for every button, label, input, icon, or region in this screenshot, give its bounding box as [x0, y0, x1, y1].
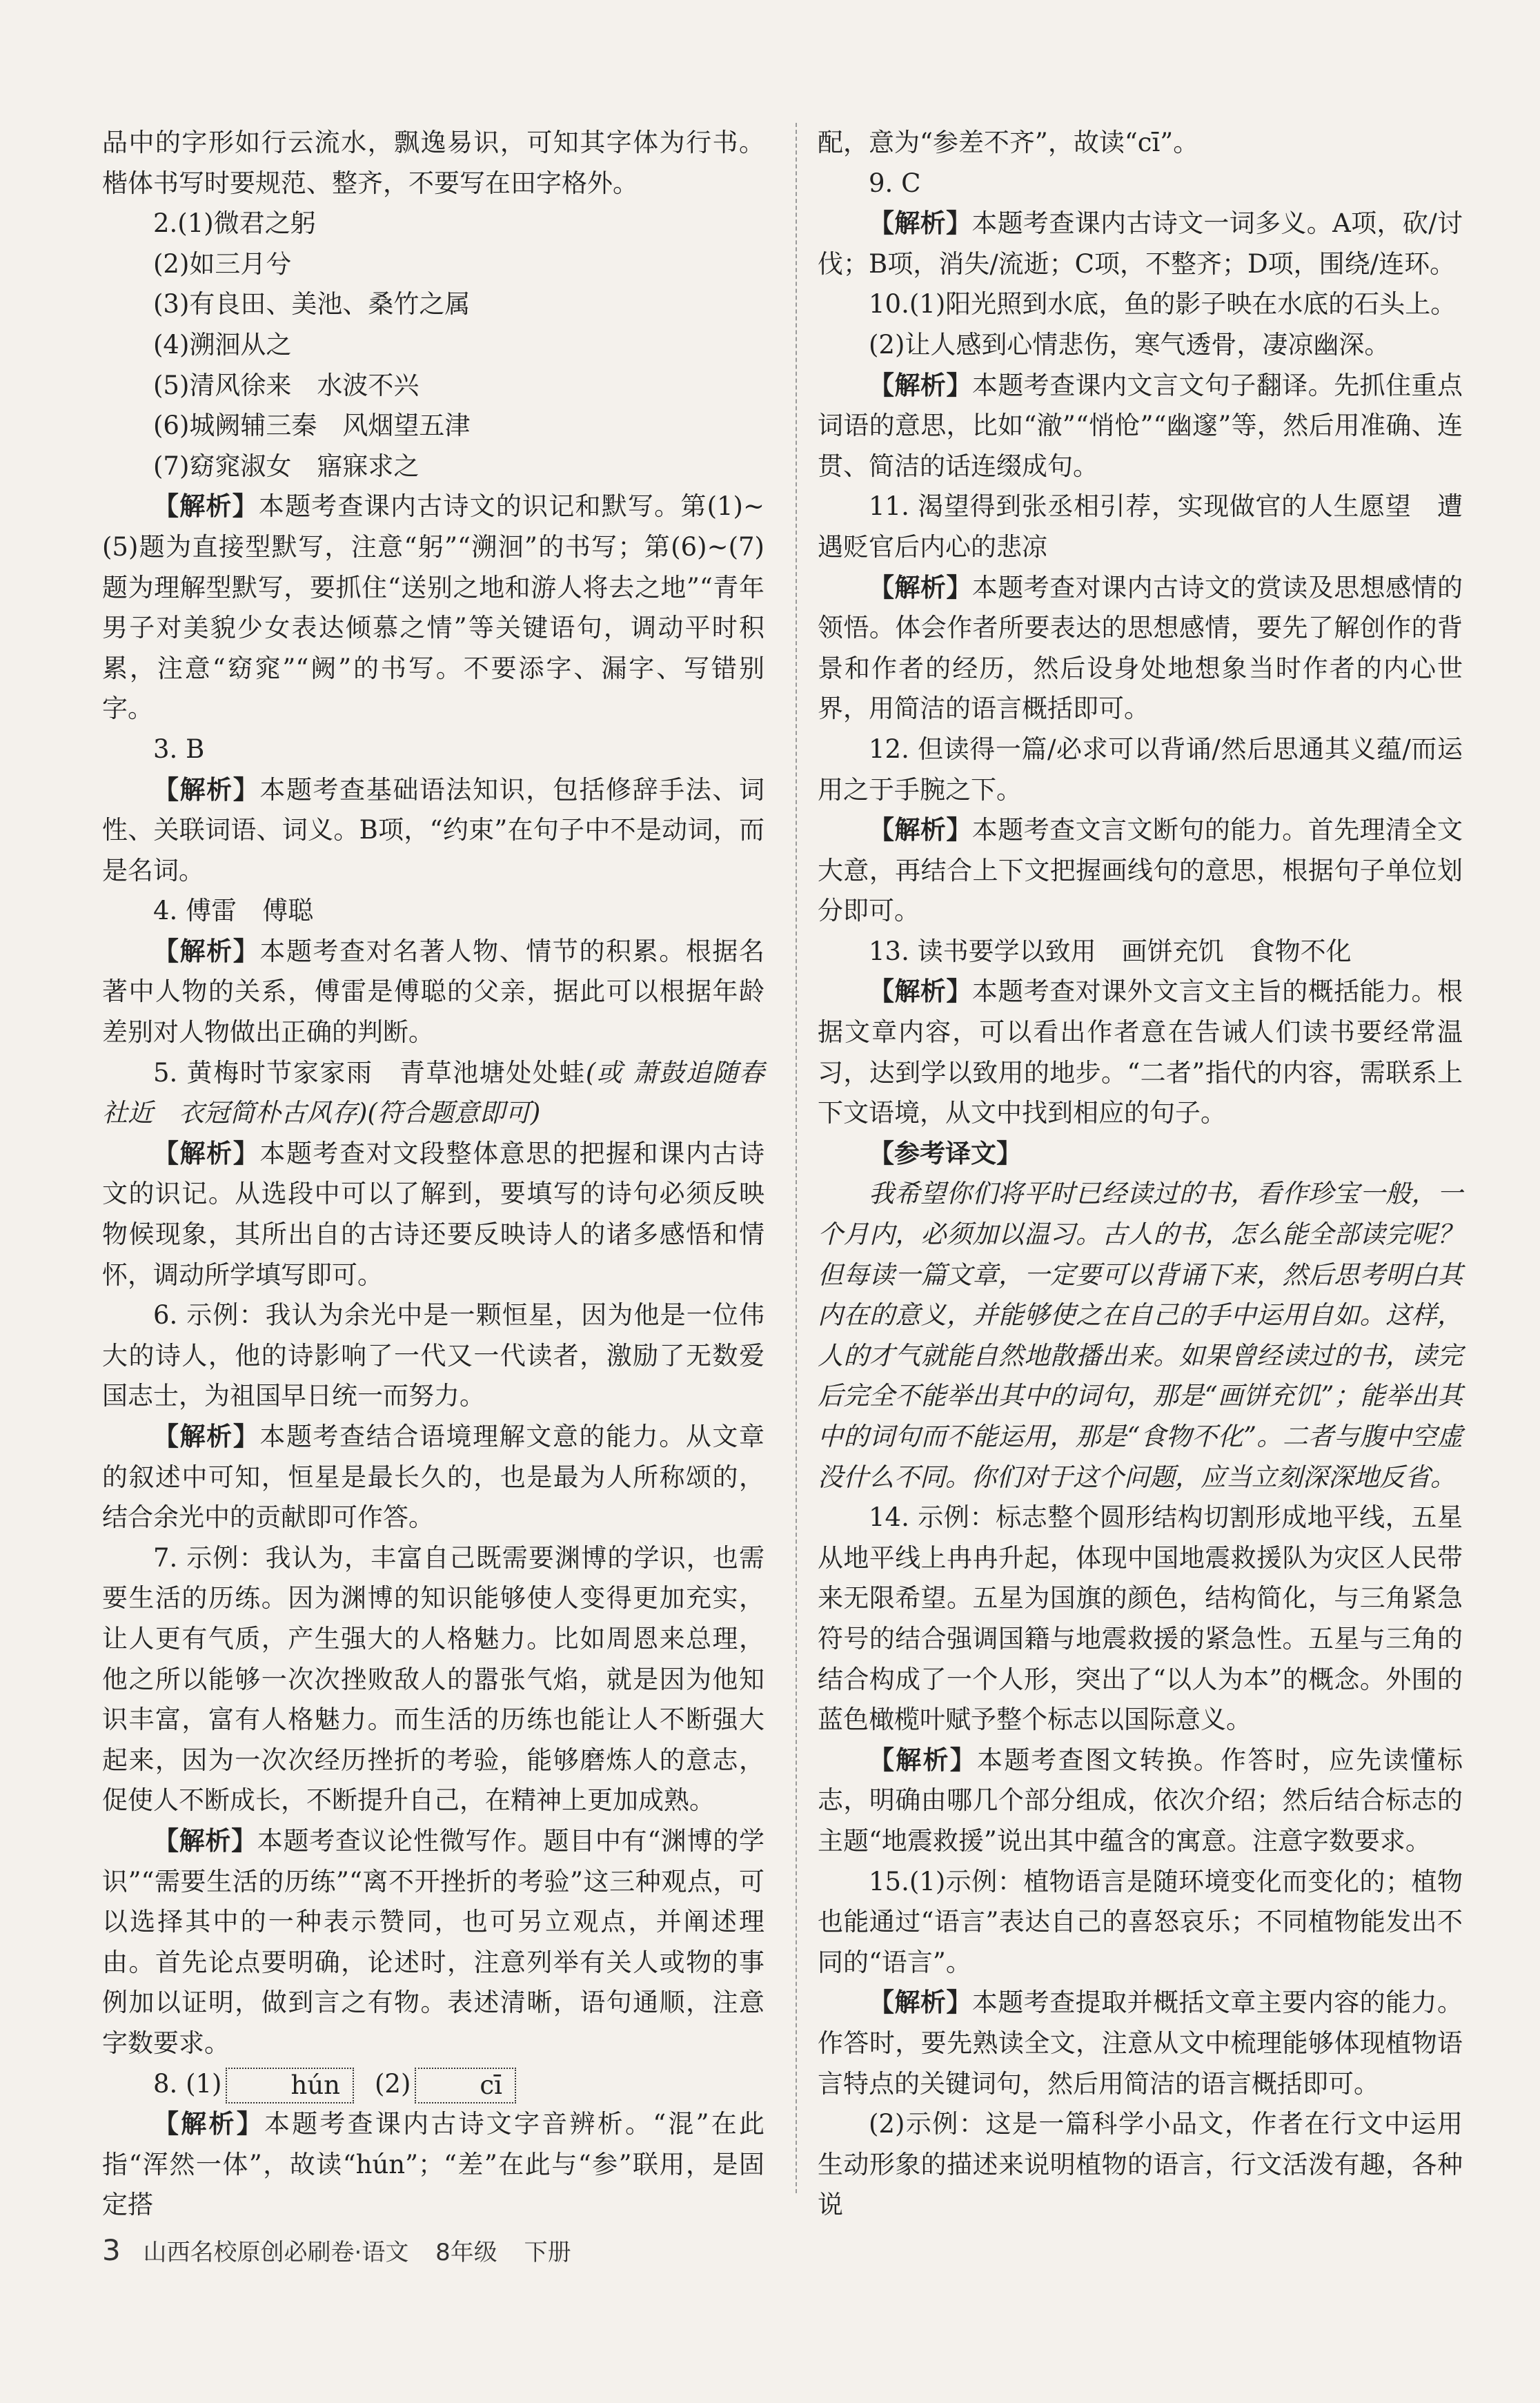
answer-paragraph: [818, 284, 1463, 325]
answer-paragraph: [102, 1295, 764, 1417]
answer-analysis: [818, 1740, 1463, 1862]
analysis-tag: 【解析】: [869, 815, 972, 845]
paragraph-text: 本题考查图文转换。作答时，应先读懂标志，明确由哪几个部分组成，依次介绍；然后结合标志的主题“地震救援”说出其中蕴含的寓意。注意字数要求。: [818, 1745, 1463, 1856]
paragraph-text: 本题考查课内文言文句子翻译。先抓住重点词语的意思，比如“澈”“悄怆”“幽邃”等，然后用准确、连贯、简洁的话连缀成句。: [818, 370, 1463, 481]
answer-paragraph: [102, 891, 764, 932]
answer-paragraph: [102, 284, 764, 325]
book-title: 山西名校原创必刷卷·语文: [143, 2239, 409, 2266]
paragraph-text: 13. 读书要学以致用 画饼充饥 食物不化: [869, 936, 1352, 966]
answer-paragraph: [818, 1174, 1463, 1498]
analysis-tag: 【解析】: [153, 2109, 264, 2139]
answer-paragraph: [818, 1498, 1463, 1740]
paragraph-text: 10.(1)阳光照到水底，鱼的影子映在水底的石头上。: [869, 289, 1457, 320]
answer-paragraph: [102, 325, 764, 366]
column-divider: [796, 123, 797, 2193]
analysis-tag: 【解析】: [153, 1138, 260, 1168]
pinyin-box-2: cī: [415, 2068, 516, 2103]
paragraph-text: 7. 示例：我认为，丰富自己既需要渊博的学识，也需要生活的历练。因为渊博的知识能够使人变得更加充实，让人更有气质，产生强大的人格魅力。比如周恩来总理，他之所以能够一次次挫败敌人的嚣张气焰，就是因为他知识丰富，富有人格魅力。而生活的历练也能让人不断强大起来，因为一次次经历挫折的考验，能够磨炼人的意志，促使人不断成长，不断提升自己，在精神上更加成熟。: [102, 1542, 764, 1816]
paragraph-text: 配，意为“参差不齐”，故读“cī”。: [818, 128, 1199, 157]
analysis-tag: 【解析】: [869, 370, 972, 400]
q8-label-2: (2): [374, 2068, 411, 2099]
right-column: [818, 123, 1463, 2226]
answer-paragraph: [102, 729, 764, 770]
answer-paragraph: [102, 123, 764, 204]
paragraph-text: 本题考查对课内古诗文的赏读及思想感情的领悟。体会作者所要表达的思想感情，要先了解创作的背景和作者的经历，然后设身处地想象当时作者的内心世界，用简洁的语言概括即可。: [818, 572, 1463, 724]
answer-analysis: [818, 204, 1463, 284]
paragraph-text: (2)让人感到心情悲伤，寒气透骨，凄凉幽深。: [869, 329, 1390, 360]
paragraph-text: 6. 示例：我认为余光中是一颗恒星，因为他是一位伟大的诗人，他的诗影响了一代又一代读者，激励了无数爱国志士，为祖国早日统一而努力。: [102, 1300, 764, 1411]
analysis-tag: 【解析】: [869, 572, 972, 602]
paragraph-text: 11. 渴望得到张丞相引荐，实现做官的人生愿望 遭遇贬官后内心的悲凉: [818, 491, 1463, 562]
paragraph-text: 本题考查对文段整体意思的把握和课内古诗文的识记。从选段中可以了解到，要填写的诗句必须反映物候现象，其所出自的古诗还要反映诗人的诸多感悟和情怀，调动所学填写即可。: [102, 1138, 765, 1290]
paragraph-text: 2.(1)微君之躬: [153, 208, 316, 239]
grade-label: 8年级: [435, 2239, 497, 2266]
analysis-tag: 【解析】: [153, 774, 260, 805]
answer-analysis: [818, 1134, 1463, 1175]
paragraph-text: (6)城阙辅三秦 风烟望五津: [153, 411, 471, 441]
answer-paragraph: [818, 325, 1463, 366]
paragraph-text: 12. 但读得一篇/必求可以背诵/然后思通其义蕴/而运用之于手腕之下。: [818, 734, 1463, 805]
answer-analysis: [102, 487, 764, 729]
paragraph-text: (2)示例：这是一篇科学小品文，作者在行文中运用生动形象的描述来说明植物的语言，行文活泼有趣，各种说: [818, 2109, 1463, 2220]
paragraph-text: 本题考查对名著人物、情节的积累。根据名著中人物的关系，傅雷是傅聪的父亲，据此可以根据年龄差别对人物做出正确的判断。: [102, 936, 765, 1048]
paragraph-text: 14. 示例：标志整个圆形结构切割形成地平线，五星从地平线上冉冉升起，体现中国地震救援队为灾区人民带来无限希望。五星为国旗的颜色，结构简化，与三角紧急符号的结合强调国籍与地震救援的紧急性。五星与三角的结合构成了一个人形，突出了“以人为本”的概念。外围的蓝色橄榄叶赋予整个标志以国际意义。: [818, 1502, 1463, 1735]
answer-paragraph: [818, 932, 1463, 972]
paragraph-text: 品中的字形如行云流水，飘逸易识，可知其字体为行书。楷体书写时要规范、整齐，不要写在田字格外。: [102, 128, 764, 198]
paragraph-text: 9. C: [869, 168, 921, 198]
analysis-tag: 【解析】: [153, 1825, 257, 1856]
paragraph-text: 本题考查对课外文言文主旨的概括能力。根据文章内容，可以看出作者意在告诫人们读书要经常温习，达到学以致用的地步。“二者”指代的内容，需联系上下文语境，从文中找到相应的句子。: [818, 977, 1463, 1128]
answer-analysis: [102, 1417, 764, 1538]
answer-analysis: [818, 568, 1463, 729]
paragraph-text: 本题考查提取并概括文章主要内容的能力。作答时，要先熟读全文，注意从文中梳理能够体现植物语言特点的关键词句，然后用简洁的语言概括即可。: [818, 1988, 1463, 2099]
answer-paragraph: [818, 729, 1463, 810]
answer-paragraph: [818, 487, 1463, 567]
question-8-answer: [102, 2064, 764, 2105]
paragraph-text: (4)溯洄从之: [153, 329, 292, 360]
analysis-tag: 【解析】: [869, 1745, 977, 1775]
answer-paragraph: [102, 1538, 764, 1821]
term-label: 下册: [524, 2239, 571, 2266]
answer-paragraph: [818, 164, 1463, 204]
analysis-tag: 【解析】: [153, 1422, 260, 1451]
answer-analysis: [818, 366, 1463, 487]
answer-paragraph: [818, 123, 1463, 164]
paragraph-text: 15.(1)示例：植物语言是随环境变化而变化的；植物也能通过“语言”表达自己的喜怒哀乐；不同植物能发出不同的“语言”。: [818, 1866, 1463, 1977]
analysis-tag: 【解析】: [869, 208, 972, 239]
paragraph-text: 3. B: [153, 734, 205, 764]
page-number: 3: [102, 2233, 121, 2267]
analysis-tag: 【解析】: [153, 491, 259, 522]
paragraph-text: (2)如三月兮: [153, 248, 292, 279]
answer-paragraph: [818, 2104, 1463, 2226]
answer-analysis: [102, 1134, 764, 1295]
paragraph-text: (7)窈窕淑女 寤寐求之: [153, 451, 419, 481]
answer-paragraph: [818, 1862, 1463, 1983]
paragraph-text: 本题考查课内古诗文一词多义。A项，砍/讨伐；B项，消失/流逝；C项，不整齐；D项，围绕/连环。: [818, 208, 1463, 279]
paragraph-text: 本题考查课内古诗文的识记和默写。第(1)~(5)题为直接型默写，注意“躬”“溯洄”的书写；第(6)~(7)题为理解型默写，要抓住“送别之地和游人将去之地”“青年男子对美貌少女表达倾慕之情”等关键语句，调动平时积累，注意“窈窕”“阙”的书写。不要添字、漏字、写错别字。: [102, 491, 764, 724]
paragraph-text: (5)清风徐来 水波不兴: [153, 370, 419, 400]
italic-text: (或 萧鼓追随春社近 衣冠简朴古风存)(符合题意即可): [102, 1057, 764, 1128]
answer-analysis: [102, 770, 764, 892]
page-footer: [102, 2233, 571, 2267]
pinyin-box-1: hún: [226, 2068, 354, 2103]
paragraph-text: 4. 傅雷 傅聪: [153, 896, 314, 926]
analysis-tag: 【解析】: [869, 977, 972, 1007]
answer-analysis: [818, 1983, 1463, 2104]
paragraph-text: 本题考查议论性微写作。题目中有“渊博的学识”“需要生活的历练”“离不开挫折的考验”这三种观点，可以选择其中的一种表示赞同，也可另立观点，并阐述理由。首先论点要明确，论述时，注意列举有关人或物的事例加以证明，做到言之有物。表述清晰，语句通顺，注意字数要求。: [102, 1825, 764, 2058]
answer-analysis: [102, 1821, 764, 2064]
analysis-tag: 【解析】: [869, 1988, 972, 2018]
paragraph-text: 本题考查基础语法知识，包括修辞手法、词性、关联词语、词义。B项，“约束”在句子中不是动词，而是名词。: [102, 774, 765, 885]
answer-paragraph: [102, 366, 764, 406]
answer-paragraph: [102, 447, 764, 487]
answer-analysis: [102, 2104, 764, 2226]
paragraph-text: 5. 黄梅时节家家雨 青草池塘处处蛙: [153, 1057, 586, 1088]
italic-text: 我希望你们将平时已经读过的书，看作珍宝一般，一个月内，必须加以温习。古人的书，怎么能全部读完呢？但每读一篇文章，一定要可以背诵下来，然后思考明白其内在的意义，并能够使之在自己的手中运用自如。这样，人的才气就能自然地散播出来。如果曾经读过的书，读完后完全不能举出其中的词句，那是“画饼充饥”；能举出其中的词句而不能运用，那是“食物不化”。二者与腹中空虚没什么不同。你们对于这个问题，应当立刻深深地反省。: [818, 1179, 1463, 1492]
paragraph-text: (3)有良田、美池、桑竹之属: [153, 289, 471, 320]
answer-paragraph: [102, 406, 764, 447]
answer-analysis: [102, 932, 764, 1053]
answer-analysis: [818, 972, 1463, 1133]
answer-paragraph: [102, 204, 764, 244]
left-column: [102, 123, 764, 2226]
analysis-tag: 【解析】: [153, 936, 260, 966]
paragraph-text: 本题考查课内古诗文字音辨析。“混”在此指“浑然一体”，故读“hún”；“差”在此与“参”联用，是固定搭: [102, 2109, 764, 2220]
answer-paragraph: [102, 244, 764, 285]
paragraph-text: 本题考查文言文断句的能力。首先理清全文大意，再结合上下文把握画线句的意思，根据句子单位划分即可。: [818, 815, 1463, 926]
answer-paragraph: [102, 1053, 764, 1134]
q8-label-1: 8. (1): [153, 2068, 222, 2099]
analysis-tag: 【参考译文】: [869, 1138, 1022, 1168]
paragraph-text: 本题考查结合语境理解文意的能力。从文章的叙述中可知，恒星是最长久的，也是最为人所称颂的，结合余光中的贡献即可作答。: [102, 1422, 765, 1533]
answer-analysis: [818, 810, 1463, 932]
